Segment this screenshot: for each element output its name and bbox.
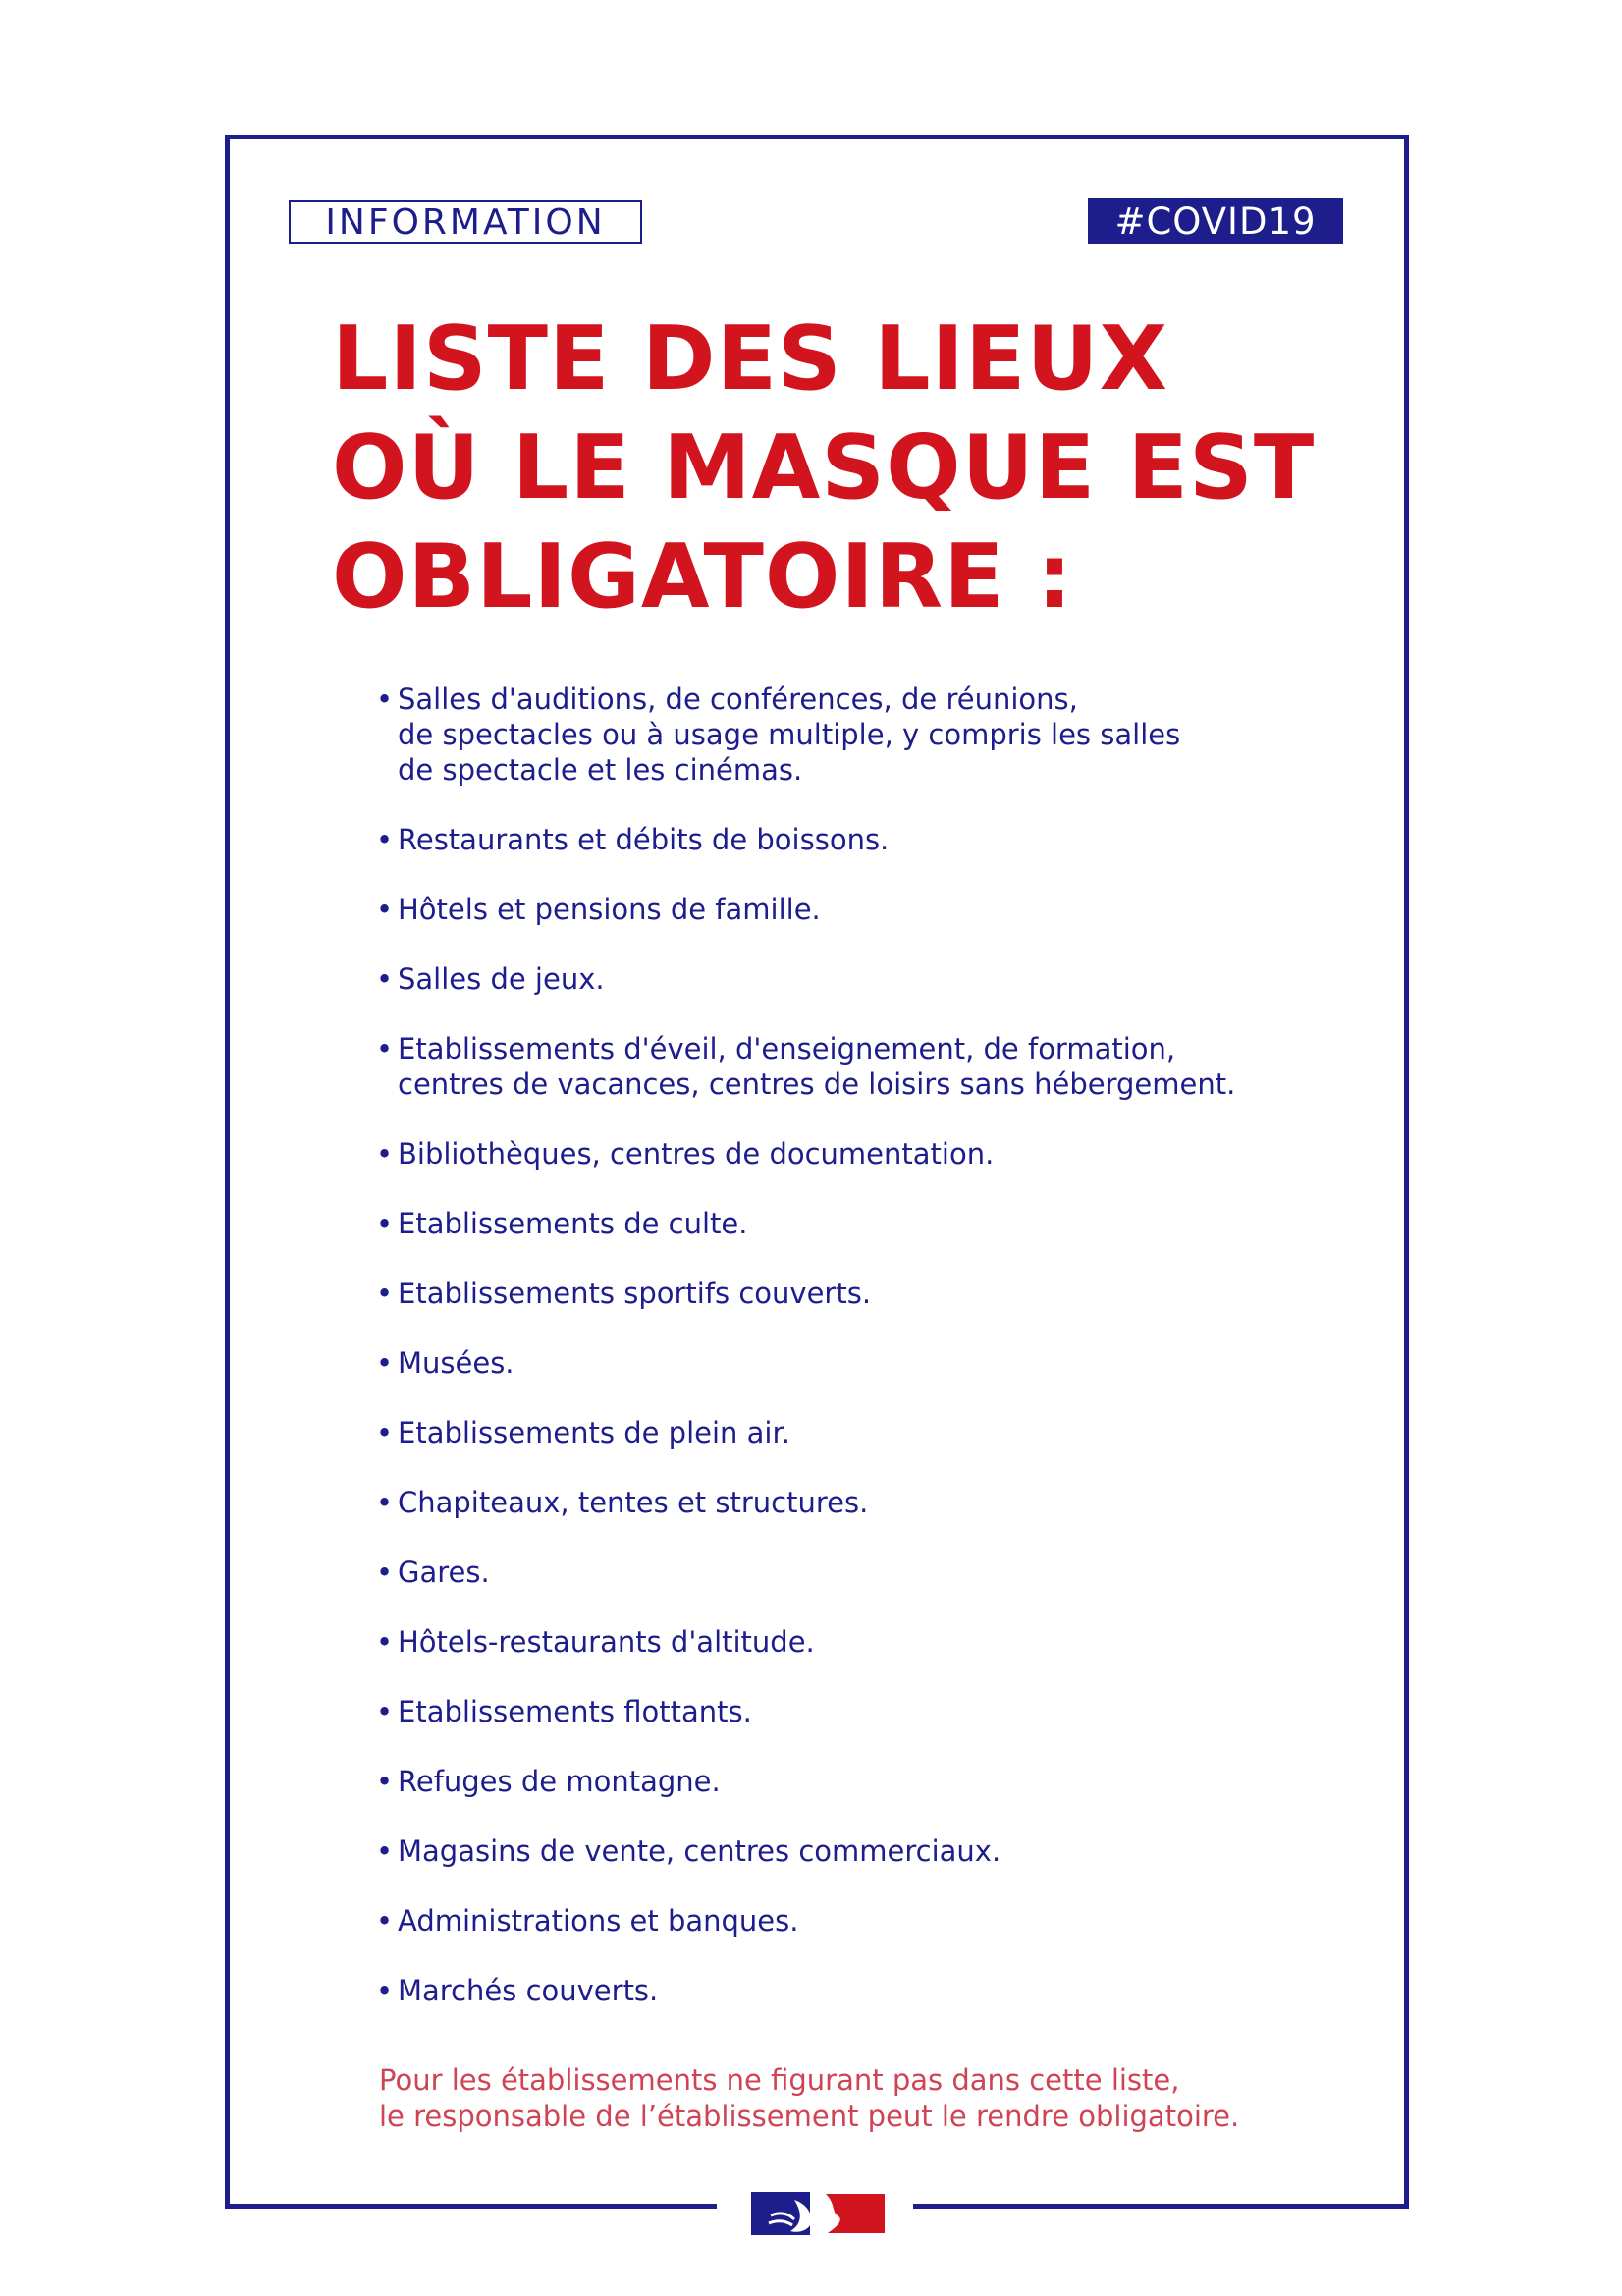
list-item-text: • Hôtels-restaurants d'altitude.	[398, 1625, 815, 1659]
list-item	[376, 1555, 1319, 1590]
list-item	[376, 1973, 1319, 2008]
list-item	[376, 1485, 1319, 1520]
list-item-text: • Etablissements de culte.	[398, 1207, 748, 1240]
list-item	[376, 1031, 1319, 1102]
information-tag: INFORMATION	[289, 200, 642, 244]
list-item	[376, 1276, 1319, 1311]
list-item	[376, 682, 1319, 788]
list-item-text: • Restaurants et débits de boissons.	[398, 823, 890, 856]
page-title	[332, 304, 1314, 631]
list-item-text: • Hôtels et pensions de famille.	[398, 893, 821, 926]
list-item-text: centres de vacances, centres de loisirs sans hébergement.	[398, 1067, 1236, 1101]
list-item-text: de spectacles ou à usage multiple, y compris les salles	[398, 718, 1181, 751]
list-item-text: • Marchés couverts.	[398, 1974, 659, 2007]
list-item-text: • Administrations et banques.	[398, 1904, 799, 1938]
list-item-text: • Magasins de vente, centres commerciaux.	[398, 1834, 1001, 1868]
places-list	[376, 682, 1319, 2043]
list-item	[376, 1624, 1319, 1660]
list-item-text: • Salles de jeux.	[398, 962, 605, 996]
list-item	[376, 1136, 1319, 1172]
note-line: Pour les établissements ne figurant pas dans cette liste,	[379, 2063, 1180, 2097]
list-item	[376, 1764, 1319, 1799]
list-item	[376, 1903, 1319, 1939]
list-item	[376, 1833, 1319, 1869]
list-item-text: • Bibliothèques, centres de documentation.	[398, 1137, 995, 1171]
list-item	[376, 1345, 1319, 1381]
footer-note	[379, 2062, 1322, 2135]
list-item	[376, 1694, 1319, 1729]
covid-hashtag-badge: #COVID19	[1088, 198, 1343, 244]
list-item	[376, 1206, 1319, 1241]
list-item-text: • Etablissements de plein air.	[398, 1416, 790, 1449]
list-item-text: • Etablissements d'éveil, d'enseignement, de formation,	[398, 1032, 1176, 1066]
marianne-logo-icon	[751, 2186, 885, 2235]
title-line: OBLIGATOIRE :	[332, 525, 1073, 629]
list-item-text: • Etablissements sportifs couverts.	[398, 1277, 872, 1310]
note-line: le responsable de l’établissement peut le rendre obligatoire.	[379, 2100, 1240, 2133]
list-item-text: • Musées.	[398, 1346, 514, 1380]
list-item-text: de spectacle et les cinémas.	[398, 753, 803, 787]
list-item	[376, 892, 1319, 927]
list-item-text: • Chapiteaux, tentes et structures.	[398, 1486, 869, 1519]
title-line: LISTE DES LIEUX	[332, 307, 1168, 410]
list-item-text: • Etablissements flottants.	[398, 1695, 752, 1728]
list-item	[376, 822, 1319, 857]
list-item	[376, 961, 1319, 997]
title-line: OÙ LE MASQUE EST	[332, 416, 1316, 519]
list-item-text: • Gares.	[398, 1556, 490, 1589]
list-item-text: • Salles d'auditions, de conférences, de réunions,	[398, 683, 1078, 716]
list-item-text: • Refuges de montagne.	[398, 1765, 721, 1798]
list-item	[376, 1415, 1319, 1450]
